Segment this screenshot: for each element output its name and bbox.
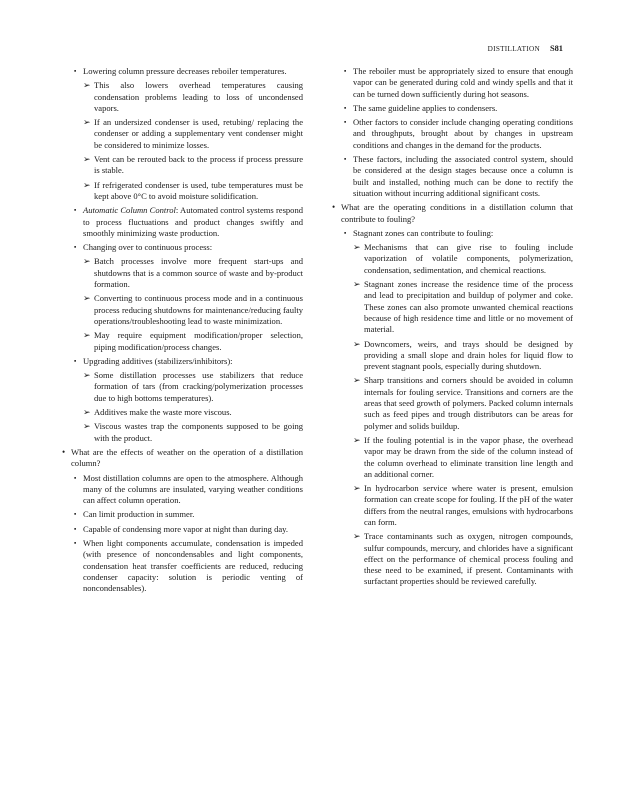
bullet-text: Vent can be rerouted back to the process if process pressure is stable. — [94, 154, 303, 176]
bullet-text: In hydrocarbon service where water is present, emulsion formation can create scope for fouling. If the pH of the water differs from the neutral ranges, emulsions with hydrocarbons can form. — [364, 483, 573, 527]
square-bullet-icon: ▪ — [74, 244, 77, 252]
bullet-item — [62, 524, 303, 535]
bullet-text: If refrigerated condenser is used, tube temperatures must be kept above 0°C to avoid moisture solidification. — [94, 179, 303, 201]
arrow-bullet-icon: ➢ — [353, 531, 361, 542]
sub-bullet-item — [62, 421, 303, 444]
sub-bullet-item — [332, 242, 573, 276]
bullet-text: Sharp transitions and corners should be avoided in column internals for fouling service. Transitions and corners are the areas that seed growth of polymers. Packed column internals such as feed pipes and trough distributors can be areas for polymer and solids buildup. — [364, 375, 573, 431]
bullet-text: Changing over to continuous process: — [83, 242, 213, 253]
square-bullet-icon: ▪ — [344, 229, 347, 237]
bullet-text: This also lowers overhead temperatures causing condensation problems leading to loss of uncondensed vapors. — [94, 80, 303, 113]
square-bullet-icon: ▪ — [74, 68, 77, 75]
bullet-text: : Automated control systems respond to process fluctuations and product changes swiftly and smoothly minimizing waste production. — [83, 205, 303, 238]
bullet-item — [62, 509, 303, 520]
bullet-text: Trace contaminants such as oxygen, nitrogen compounds, sulfur compounds, mercury, and chlorides have a significant effect on the performance of chemical process fouling and these need to be examined, if present. Contaminants with surfactant properties should be reviewed carefully. — [364, 531, 573, 587]
arrow-bullet-icon: ➢ — [83, 407, 91, 418]
square-bullet-icon: ▪ — [74, 511, 77, 519]
arrow-bullet-icon: ➢ — [83, 154, 91, 165]
arrow-bullet-icon: ➢ — [83, 293, 91, 304]
bullet-text: The same guideline applies to condensers. — [353, 102, 498, 113]
bullet-text: When light components accumulate, condensation is impeded (with presence of noncondensables and light components, condensation heat transfer coefficients are reduced, reducing condenser capacity: solution is periodic venting of noncondensables). — [83, 537, 303, 594]
bullet-text: May require equipment modification/proper selection, piping modification/process changes. — [94, 330, 303, 352]
bullet-text: If an undersized condenser is used, retubing/ replacing the condenser or adding a supplementary vent condenser might be considered to minimize losses. — [94, 117, 303, 150]
section-title: DISTILLATION — [487, 45, 540, 53]
sub-bullet-item — [332, 483, 573, 528]
sub-bullet-item — [62, 256, 303, 290]
bullet-text: Upgrading additives (stabilizers/inhibitors): — [83, 355, 233, 366]
bullet-text: Converting to continuous process mode and in a continuous process reducing shutdowns for maintenance/reducing faulty operations/troubleshooting lead to waste minimization. — [94, 293, 303, 326]
right-column — [332, 66, 573, 591]
arrow-bullet-icon: ➢ — [83, 256, 91, 267]
bullet-text: Lowering column pressure decreases reboiler temperatures. — [83, 66, 287, 76]
arrow-bullet-icon: ➢ — [83, 179, 91, 190]
sub-bullet-item — [62, 180, 303, 203]
bullet-item — [332, 103, 573, 114]
sub-bullet-item — [332, 435, 573, 480]
bullet-text: Some distillation processes use stabilizers that reduce formation of tars (from cracking/polymerization processes due to high bottoms temperatures). — [94, 370, 303, 403]
bullet-lead-term: Automatic Column Control — [83, 205, 176, 216]
bullet-text: What are the effects of weather on the operation of a distillation column? — [71, 446, 303, 469]
square-bullet-icon: ▪ — [74, 474, 77, 482]
arrow-bullet-icon: ➢ — [353, 338, 361, 349]
question-item — [332, 202, 573, 225]
bullet-text: Capable of condensing more vapor at night than during day. — [83, 523, 288, 534]
square-bullet-icon: ▪ — [74, 525, 77, 533]
sub-bullet-item — [62, 330, 303, 353]
arrow-bullet-icon: ➢ — [353, 375, 361, 386]
sub-bullet-item — [62, 293, 303, 327]
bullet-text: Other factors to consider include changing operating conditions and throughputs, brought about by changes in upstream conditions and changes in the demand for the products. — [353, 117, 573, 150]
square-bullet-icon: ▪ — [344, 68, 347, 75]
bullet-item — [62, 538, 303, 594]
left-column — [62, 66, 303, 597]
bullet-text: Additives make the waste more viscous. — [94, 407, 232, 418]
bullet-text: Can limit production in summer. — [83, 509, 195, 520]
bullet-text: Downcomers, weirs, and trays should be designed by providing a small slope and drain holes for liquid flow to prevent stagnant pools, especially during shutdown. — [364, 338, 573, 372]
bullet-text: The reboiler must be appropriately sized to ensure that enough vapor can be generated during cold and windy spells and that it can be turned down sufficiently during hot seasons. — [353, 66, 573, 99]
square-bullet-icon: ▪ — [74, 207, 77, 215]
arrow-bullet-icon: ➢ — [353, 483, 361, 494]
arrow-bullet-icon: ➢ — [353, 242, 361, 253]
bullet-text: Stagnant zones increase the residence time of the process and lead to precipitation and buildup of polymer and coke. These zones can also promote unwanted chemical reactions because of high residence time and little or no movement of material. — [364, 279, 573, 335]
sub-bullet-item — [62, 370, 303, 404]
bullet-dot-icon: • — [62, 446, 66, 457]
bullet-item — [62, 66, 303, 77]
bullet-text: Mechanisms that can give rise to fouling include vaporization of volatile components, polymerization, condensation, sedimentation, and chemical reactions. — [364, 242, 573, 275]
bullet-item — [62, 242, 303, 253]
arrow-bullet-icon: ➢ — [83, 80, 91, 91]
bullet-text: These factors, including the associated control system, should be considered at the design stages because once a column is built and installed, nothing much can be done to rectify the situation without incurring additional significant costs. — [353, 154, 573, 198]
arrow-bullet-icon: ➢ — [353, 279, 361, 290]
square-bullet-icon: ▪ — [74, 357, 77, 365]
question-item — [62, 447, 303, 470]
sub-bullet-item — [332, 531, 573, 587]
sub-bullet-item — [332, 279, 573, 335]
arrow-bullet-icon: ➢ — [83, 330, 91, 341]
square-bullet-icon: ▪ — [344, 156, 347, 164]
bullet-item — [332, 117, 573, 151]
square-bullet-icon: ▪ — [74, 539, 77, 547]
square-bullet-icon: ▪ — [344, 119, 347, 127]
sub-bullet-item — [62, 80, 303, 114]
bullet-item — [332, 154, 573, 199]
arrow-bullet-icon: ➢ — [353, 434, 361, 445]
arrow-bullet-icon: ➢ — [83, 117, 91, 128]
bullet-item — [62, 356, 303, 367]
page-number: S81 — [549, 44, 563, 53]
bullet-text: Viscous wastes trap the components supposed to be going with the product. — [94, 421, 303, 443]
bullet-text: If the fouling potential is in the vapor phase, the overhead vapor may be drawn from the side of the column instead of the column overhead to eliminate transition line length and an additional corner. — [364, 434, 573, 479]
sub-bullet-item — [62, 407, 303, 418]
bullet-dot-icon: • — [332, 202, 336, 213]
running-header — [488, 44, 563, 53]
bullet-item — [62, 473, 303, 507]
square-bullet-icon: ▪ — [344, 104, 347, 112]
sub-bullet-item — [62, 154, 303, 177]
arrow-bullet-icon: ➢ — [83, 370, 91, 381]
bullet-text: What are the operating conditions in a distillation column that contribute to fouling? — [341, 202, 573, 224]
sub-bullet-item — [332, 375, 573, 431]
bullet-text: Most distillation columns are open to the atmosphere. Although many of the columns are insulated, varying weather conditions can affect column operation. — [83, 472, 303, 506]
bullet-item — [332, 66, 573, 100]
sub-bullet-item — [62, 117, 303, 151]
sub-bullet-item — [332, 339, 573, 373]
bullet-item — [62, 205, 303, 239]
bullet-text: Stagnant zones can contribute to fouling: — [353, 227, 494, 238]
arrow-bullet-icon: ➢ — [83, 421, 91, 432]
bullet-item — [332, 228, 573, 239]
bullet-text: Batch processes involve more frequent start-ups and shutdowns that is a common source of waste and by-product formation. — [94, 256, 303, 290]
